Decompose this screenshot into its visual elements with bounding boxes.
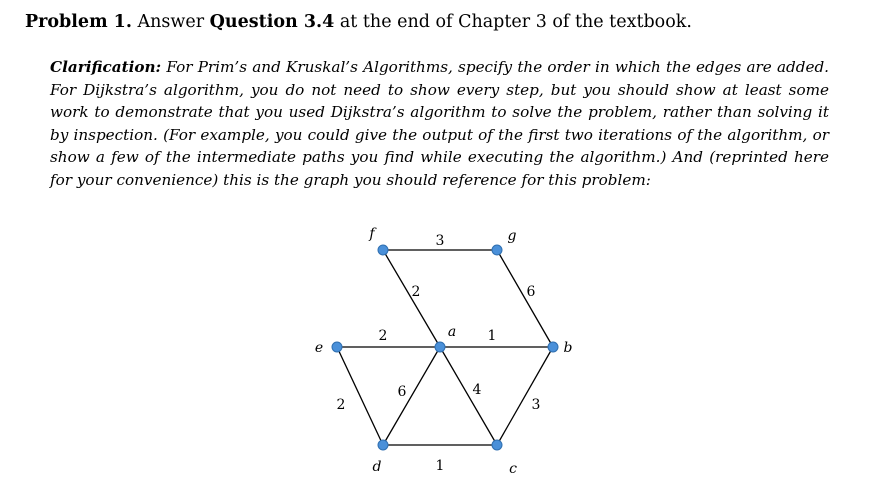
weight-b-c: 3 [531,397,541,413]
weight-e-a: 2 [378,328,388,344]
problem-label: Problem 1. [25,12,132,32]
vertex-e [332,342,342,352]
vertex-label-g: g [507,228,517,244]
vertex-label-b: b [563,340,573,356]
weight-e-d: 2 [336,397,346,413]
weight-f-a: 2 [411,284,421,300]
edge-a-c [440,347,497,445]
clarification-label: Clarification: [50,58,162,76]
vertex-g [492,245,502,255]
weight-f-g: 3 [435,233,445,249]
vertex-label-d: d [372,459,382,475]
weight-a-d: 6 [397,384,407,400]
vertex-label-a: a [447,324,457,340]
vertex-label-e: e [314,340,324,356]
weight-a-c: 4 [472,382,482,398]
vertex-d [378,440,388,450]
question-ref: Question 3.4 [209,12,335,32]
weight-g-b: 6 [526,284,536,300]
vertex-a [435,342,445,352]
vertex-f [378,245,388,255]
edge-g-b [497,250,553,347]
vertex-label-f: f [369,226,375,242]
weight-d-c: 1 [435,458,445,474]
heading-text-1: Answer [131,12,210,32]
edge-e-d [337,347,383,445]
vertex-c [492,440,502,450]
heading-text-2: at the end of Chapter 3 of the textbook. [334,12,692,32]
weight-a-b: 1 [487,328,497,344]
vertex-b [548,342,558,352]
edge-b-c [497,347,553,445]
edge-a-d [383,347,440,445]
clarification-text: For Prim’s and Kruskal’s Algorithms, specify the order in which the edges are added. For Dijkstra’s algorithm, you do not need to show every step, but you should show at least some work to demonstrate that you used Dijkstra’s algorithm to solve the problem, rather than solving it by inspection. (For example, you could give the output of the first two iterations of the algorithm, or show a few of the intermediate paths you find while executing the algorithm.) And (reprinted here for your convenience) this is the graph you should reference for this problem: [50,58,829,189]
vertex-label-c: c [509,461,517,477]
